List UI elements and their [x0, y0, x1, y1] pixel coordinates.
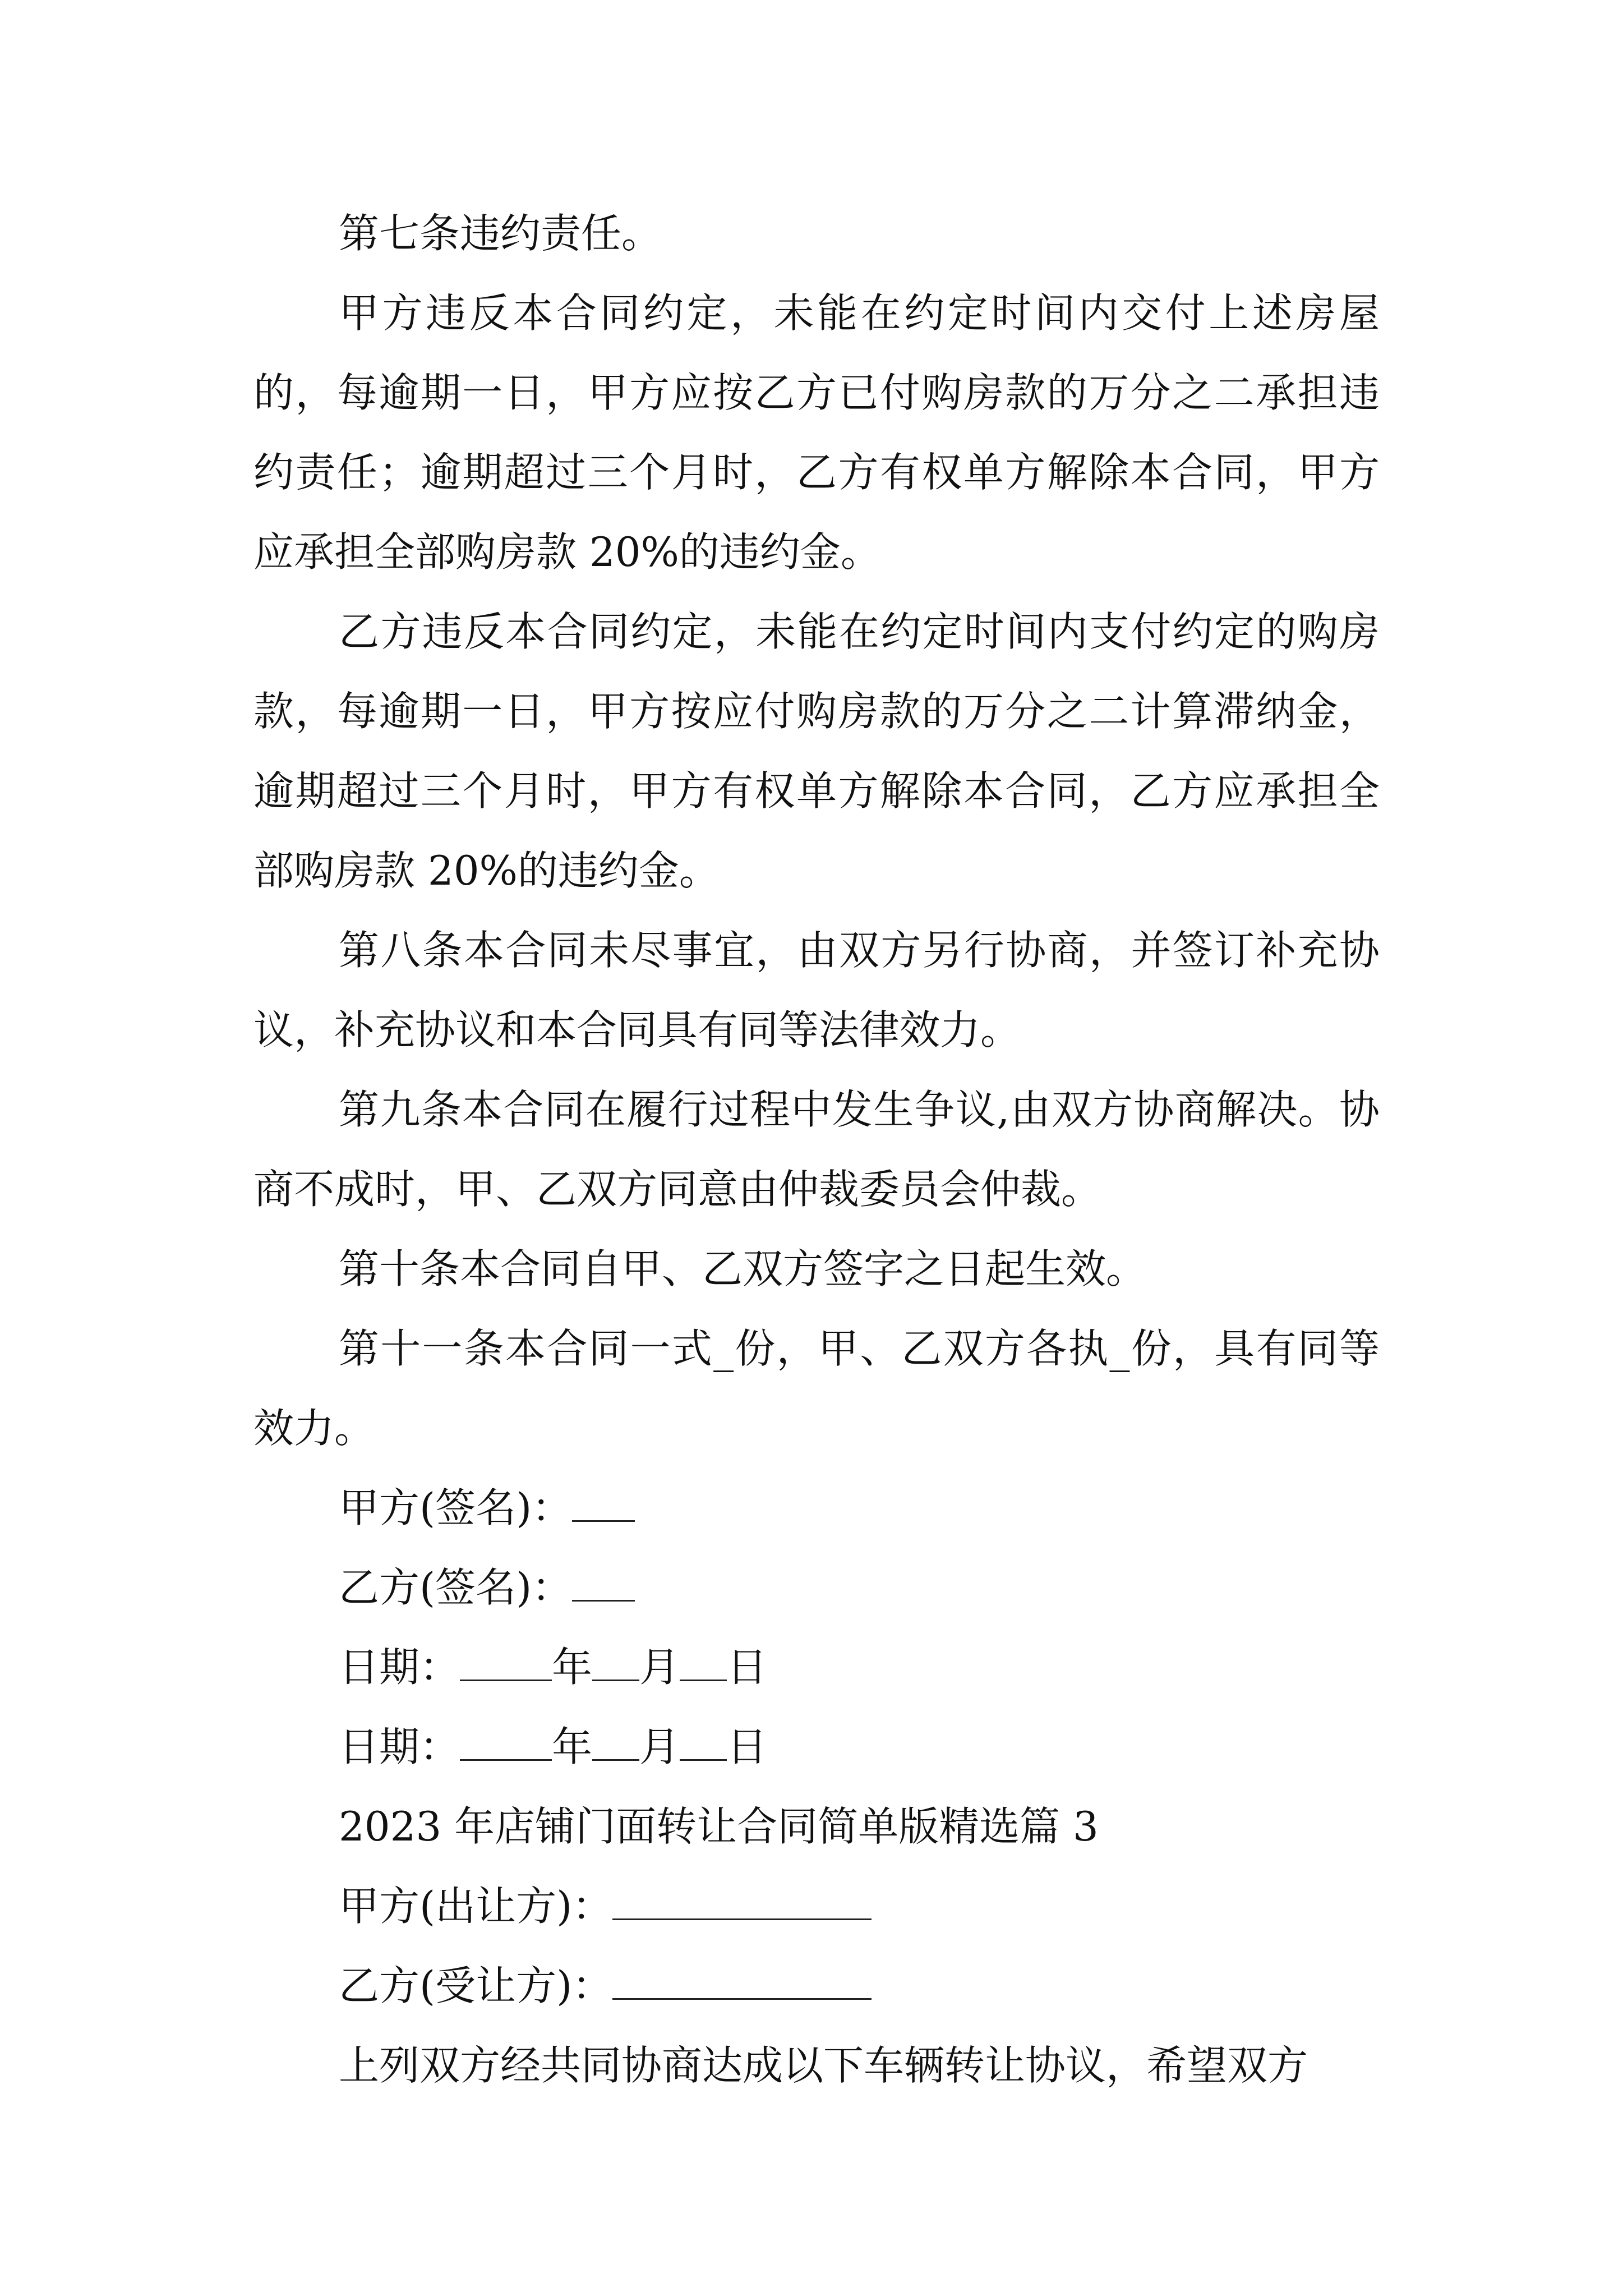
- year-blank: [460, 1721, 552, 1761]
- year-label: 年: [552, 1723, 593, 1770]
- year-blank: [460, 1641, 552, 1681]
- date-line-2: [253, 1707, 1380, 1787]
- day-blank: [680, 1721, 727, 1761]
- date-label: 日期：: [339, 1723, 460, 1770]
- transferor-line: [253, 1866, 1380, 1946]
- article-9: 第九条本合同在履行过程中发生争议,由双方协商解决。协商不成时，甲、乙双方同意由仲裁委员会仲裁。: [253, 1086, 1380, 1213]
- day-label: 日: [727, 1644, 768, 1691]
- month-label: 月: [639, 1723, 680, 1770]
- article-10: 第十条本合同自甲、乙双方签字之日起生效。: [339, 1245, 1147, 1292]
- party-a-signature-line: [253, 1468, 1380, 1548]
- party-b-signature-blank: [572, 1562, 635, 1602]
- transferee-blank: [612, 1960, 872, 2000]
- article-11: 第十一条本合同一式_份，甲、乙双方各执_份，具有同等效力。: [253, 1325, 1380, 1452]
- party-a-signature-blank: [572, 1482, 635, 1522]
- article-8: 第八条本合同未尽事宜，由双方另行协商，并签订补充协议，补充协议和本合同具有同等法律效力。: [253, 927, 1380, 1053]
- month-blank: [592, 1721, 639, 1761]
- party-b-signature-line: [253, 1548, 1380, 1627]
- section-title: 2023 年店铺门面转让合同简单版精选篇 3: [339, 1803, 1099, 1850]
- date-line-1: [253, 1627, 1380, 1707]
- transferee-label: 乙方(受让方)：: [339, 1962, 613, 2009]
- party-a-signature-label: 甲方(签名)：: [339, 1484, 573, 1531]
- transferor-blank: [612, 1880, 872, 1920]
- date-label: 日期：: [339, 1644, 460, 1691]
- month-label: 月: [639, 1644, 680, 1691]
- day-blank: [680, 1641, 727, 1681]
- article-7-paragraph-1: 甲方违反本合同约定，未能在约定时间内交付上述房屋的，每逾期一日，甲方应按乙方已付购房款的万分之二承担违约责任；逾期超过三个月时，乙方有权单方解除本合同，甲方应承担全部购房款 20%的违约金。: [253, 289, 1380, 576]
- closing-line: 上列双方经共同协商达成以下车辆转让协议，希望双方: [339, 2042, 1308, 2089]
- contract-body: [253, 194, 1380, 2105]
- year-label: 年: [552, 1644, 593, 1691]
- party-b-signature-label: 乙方(签名)：: [339, 1564, 573, 1611]
- transferor-label: 甲方(出让方)：: [339, 1883, 613, 1930]
- article-7-title: 第七条违约责任。: [339, 210, 662, 257]
- day-label: 日: [727, 1723, 768, 1770]
- article-7-paragraph-2: 乙方违反本合同约定，未能在约定时间内支付约定的购房款，每逾期一日，甲方按应付购房款的万分之二计算滞纳金，逾期超过三个月时，甲方有权单方解除本合同，乙方应承担全部购房款 20%的违约金。: [253, 608, 1380, 894]
- transferee-line: [253, 1946, 1380, 2026]
- month-blank: [592, 1641, 639, 1681]
